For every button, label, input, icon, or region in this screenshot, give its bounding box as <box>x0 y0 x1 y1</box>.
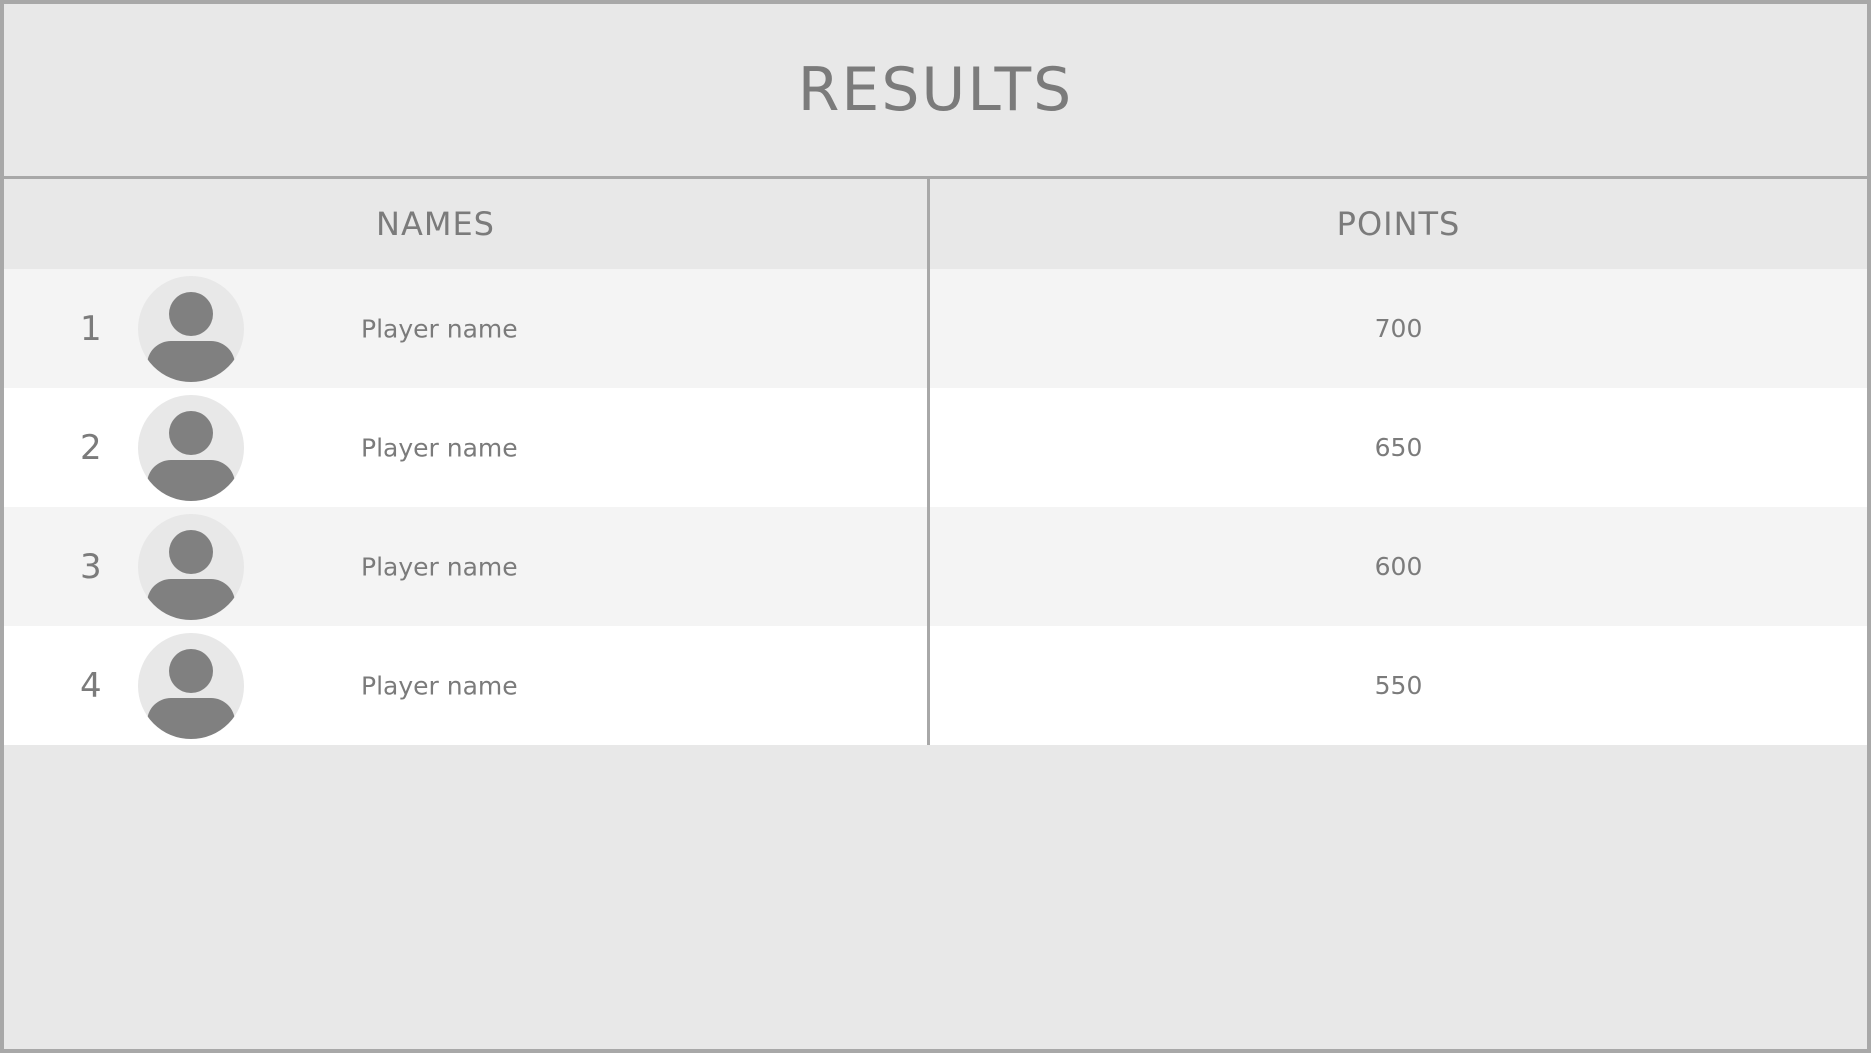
player-name: Player name <box>361 314 518 343</box>
points-cell <box>930 388 1867 507</box>
user-avatar-icon <box>138 395 244 501</box>
column-header-points: POINTS <box>1336 205 1461 243</box>
player-name: Player name <box>361 552 518 581</box>
table-row <box>4 269 1867 388</box>
user-avatar-icon <box>138 514 244 620</box>
table-row <box>4 507 1867 626</box>
points-value: 700 <box>1374 314 1423 343</box>
page-title: RESULTS <box>797 55 1074 125</box>
results-table <box>4 179 1867 745</box>
player-name: Player name <box>361 671 518 700</box>
table-row <box>4 388 1867 507</box>
user-avatar-icon <box>138 276 244 382</box>
points-value: 650 <box>1374 433 1423 462</box>
title-bar <box>4 4 1867 179</box>
points-value: 600 <box>1374 552 1423 581</box>
player-cell <box>4 507 927 626</box>
player-name: Player name <box>361 433 518 462</box>
rank-number: 4 <box>80 665 102 706</box>
rank-number: 2 <box>80 427 102 468</box>
column-header-names: NAMES <box>376 205 495 243</box>
player-cell <box>4 626 927 745</box>
user-avatar-icon <box>138 633 244 739</box>
points-cell <box>930 507 1867 626</box>
player-cell <box>4 269 927 388</box>
points-value: 550 <box>1374 671 1423 700</box>
player-cell <box>4 388 927 507</box>
rank-number: 3 <box>80 546 102 587</box>
points-cell <box>930 269 1867 388</box>
rank-number: 1 <box>80 308 102 349</box>
table-row <box>4 626 1867 745</box>
points-cell <box>930 626 1867 745</box>
table-header <box>4 179 1867 269</box>
